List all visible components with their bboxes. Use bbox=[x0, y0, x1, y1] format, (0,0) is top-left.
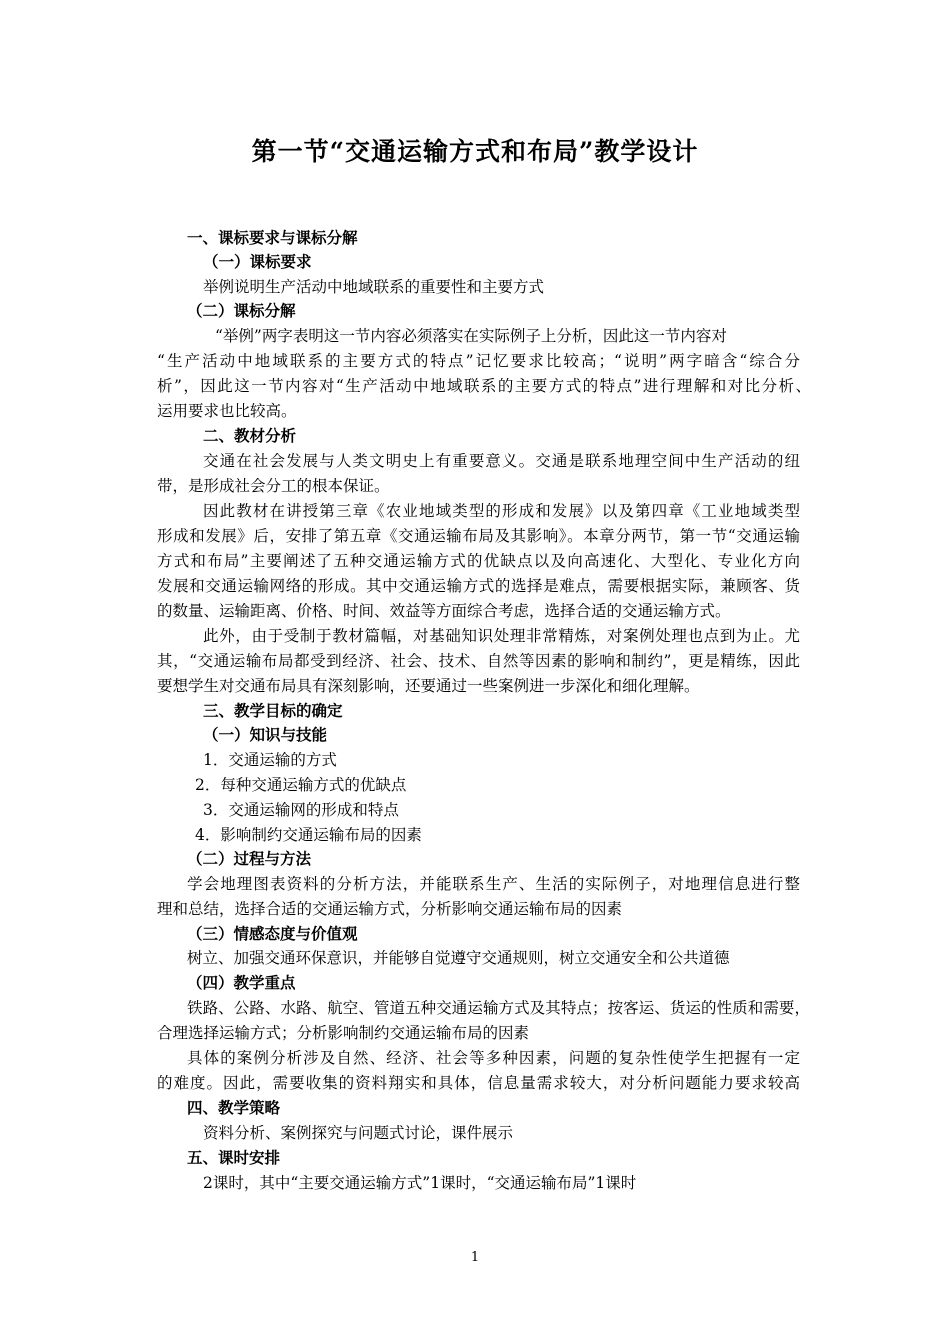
paragraph-line: 资料分析、案例探究与问题式讨论，课件展示 bbox=[203, 1124, 514, 1142]
paragraph-line: 铁路、公路、水路、航空、管道五种交通运输方式及其特点；按客运、货运的性质和需要， bbox=[187, 999, 810, 1017]
paragraph-line: 理和总结，选择合适的交通运输方式，分析影响交通运输布局的因素 bbox=[157, 900, 623, 918]
document-title: 第一节“交通运输方式和布局”教学设计 bbox=[251, 137, 699, 166]
paragraph-line: 树立、加强交通环保意识，并能够自觉遵守交通规则，树立交通安全和公共道德 bbox=[187, 949, 730, 967]
list-item: 3．交通运输网的形成和特点 bbox=[203, 801, 399, 819]
paragraph-line: 要想学生对交通布局具有深刻影响，还要通过一些案例进一步深化和细化理解。 bbox=[157, 677, 700, 695]
paragraph-line: 举例说明生产活动中地域联系的重要性和主要方式 bbox=[203, 278, 545, 296]
paragraph-line: 具体的案例分析涉及自然、经济、社会等多种因素，问题的复杂性使学生把握有一定 bbox=[187, 1049, 800, 1067]
paragraph-line: 学会地理图表资料的分析方法，并能联系生产、生活的实际例子，对地理信息进行整 bbox=[187, 875, 800, 893]
paragraph-line: 方式和布局”主要阐述了五种交通运输方式的优缺点以及向高速化、大型化、专业化方向 bbox=[157, 552, 800, 570]
heading-curriculum-standards: 一、课标要求与课标分解 bbox=[187, 228, 358, 247]
paragraph-line: 的数量、运输距离、价格、时间、效益等方面综合考虑，选择合适的交通运输方式。 bbox=[157, 602, 731, 620]
list-item: 1．交通运输的方式 bbox=[203, 751, 337, 769]
subheading-standard-requirements: （一）课标要求 bbox=[203, 252, 312, 271]
subheading-knowledge-skills: （一）知识与技能 bbox=[203, 725, 328, 744]
paragraph-line: 其，“交通运输布局都受到经济、社会、技术、自然等因素的影响和制约”，更是精练，因此 bbox=[157, 652, 800, 670]
heading-teaching-strategy: 四、教学策略 bbox=[187, 1098, 281, 1117]
subheading-teaching-focus: （四）教学重点 bbox=[187, 973, 296, 992]
subheading-standard-breakdown: （二）课标分解 bbox=[187, 301, 296, 320]
paragraph-line: 此外，由于受制于教材篇幅，对基础知识处理非常精炼，对案例处理也点到为止。尤 bbox=[203, 627, 800, 645]
paragraph-line: 带，是形成社会分工的根本保证。 bbox=[157, 477, 390, 495]
paragraph-line: 交通在社会发展与人类文明史上有重要意义。交通是联系地理空间中生产活动的纽 bbox=[203, 452, 800, 470]
paragraph-line: 发展和交通运输网络的形成。其中交通运输方式的选择是难点，需要根据实际，兼顾客、货 bbox=[157, 577, 800, 595]
paragraph-line: 2课时，其中“主要交通运输方式”1课时，“交通运输布局”1课时 bbox=[203, 1174, 637, 1192]
subheading-process-methods: （二）过程与方法 bbox=[187, 849, 312, 868]
list-item: 2．每种交通运输方式的优缺点 bbox=[195, 776, 407, 794]
paragraph-line: 形成和发展》后，安排了第五章《交通运输布局及其影响》。本章分两节，第一节“交通运输 bbox=[157, 527, 800, 545]
heading-lesson-schedule: 五、课时安排 bbox=[187, 1148, 281, 1167]
paragraph-line: 运用要求也比较高。 bbox=[157, 402, 297, 420]
paragraph-line: 析”，因此这一节内容对“生产活动中地域联系的主要方式的特点”进行理解和对比分析、 bbox=[157, 377, 811, 395]
paragraph-line: 的难度。因此，需要收集的资料翔实和具体，信息量需求较大，对分析问题能力要求较高 bbox=[157, 1074, 800, 1092]
subheading-attitudes-values: （三）情感态度与价值观 bbox=[187, 924, 358, 943]
page-number: 1 bbox=[470, 1250, 480, 1265]
heading-textbook-analysis: 二、教材分析 bbox=[203, 426, 297, 445]
paragraph-line: “举例”两字表明这一节内容必须落实在实际例子上分析，因此这一节内容对 bbox=[215, 327, 727, 345]
heading-teaching-objectives: 三、教学目标的确定 bbox=[203, 701, 343, 720]
list-item: 4．影响制约交通运输布局的因素 bbox=[195, 826, 422, 844]
paragraph-line: 因此教材在讲授第三章《农业地域类型的形成和发展》以及第四章《工业地域类型 bbox=[203, 502, 800, 520]
paragraph-line: 合理选择运输方式；分析影响制约交通运输布局的因素 bbox=[157, 1024, 530, 1042]
paragraph-line: “生产活动中地域联系的主要方式的特点”记忆要求比较高；“说明”两字暗含“综合分 bbox=[157, 352, 800, 370]
